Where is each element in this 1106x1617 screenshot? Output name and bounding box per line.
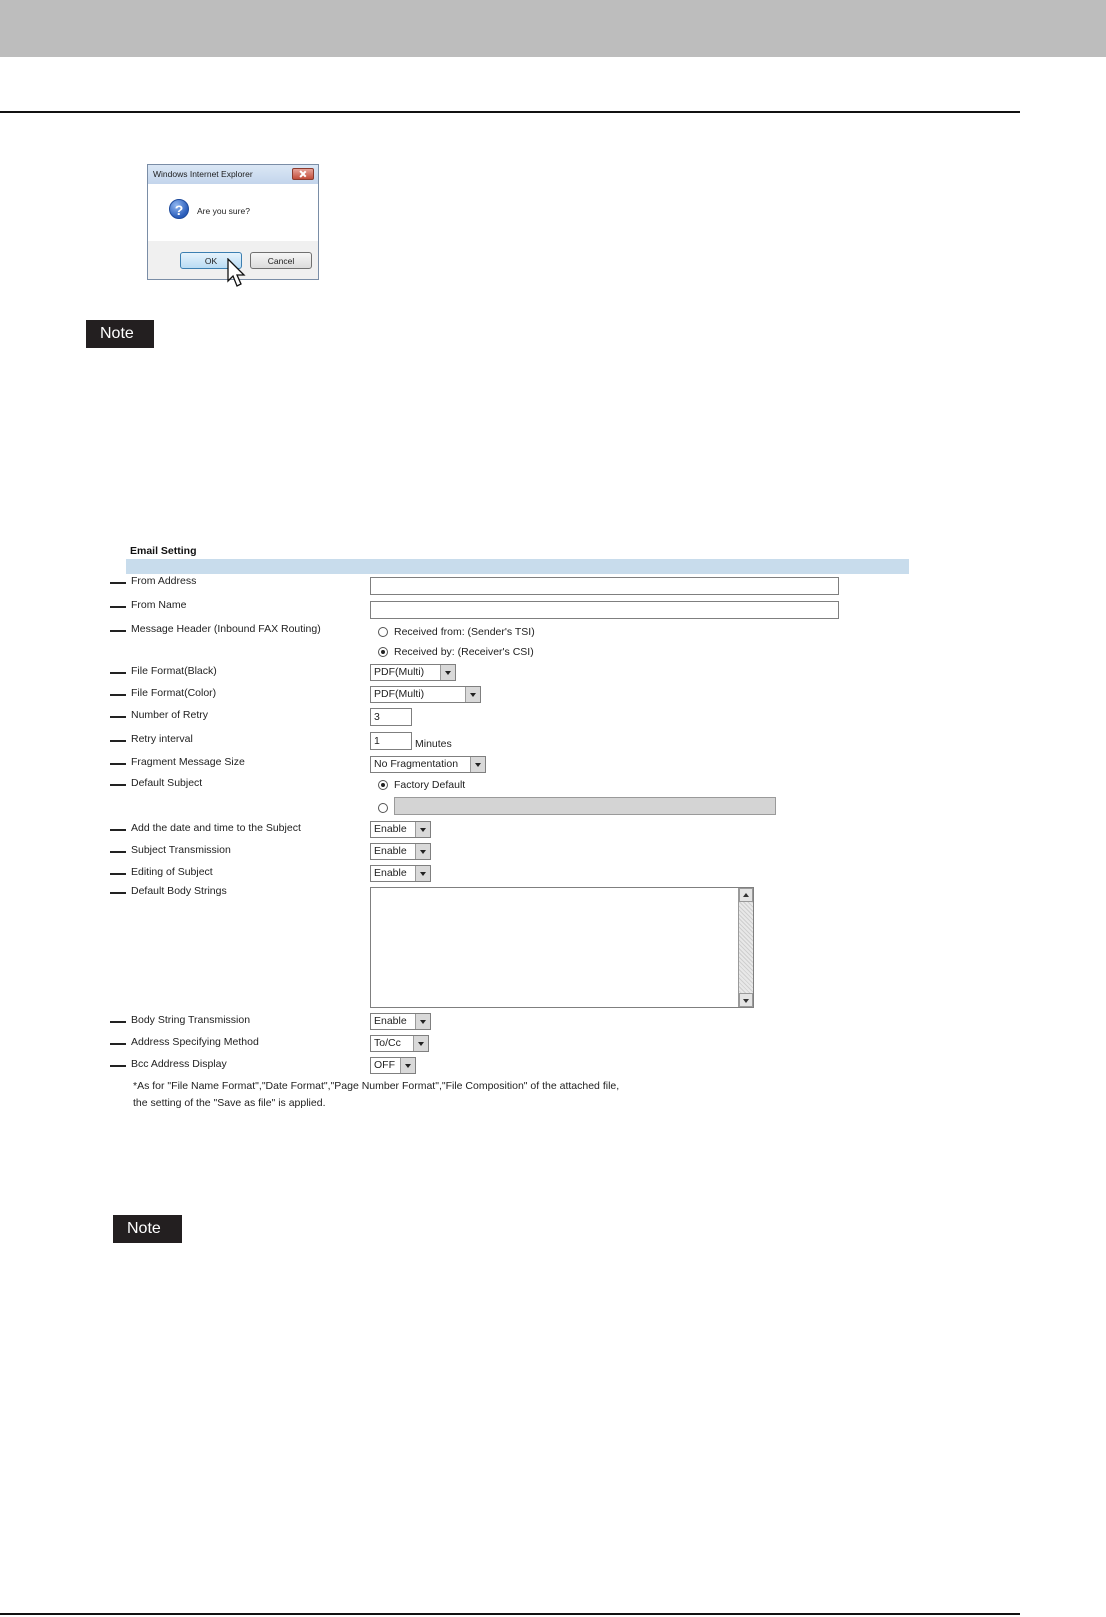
- body-string-transmission-label: Body String Transmission: [131, 1014, 251, 1026]
- retry-interval-label: Retry interval: [131, 733, 193, 745]
- cancel-button[interactable]: Cancel: [250, 252, 312, 269]
- callout-line: [110, 851, 126, 853]
- ok-button[interactable]: OK: [180, 252, 242, 269]
- callout-line: [110, 630, 126, 632]
- scroll-down-icon[interactable]: [739, 993, 753, 1007]
- add-date-time-label: Add the date and time to the Subject: [131, 822, 301, 834]
- header-rule: [0, 111, 1020, 113]
- dialog-title: Windows Internet Explorer: [153, 169, 253, 179]
- message-header-label: Message Header (Inbound FAX Routing): [131, 623, 321, 635]
- custom-subject-radio[interactable]: [378, 803, 388, 813]
- select-value: OFF: [374, 1059, 395, 1071]
- callout-line: [110, 763, 126, 765]
- footnote-line: the setting of the "Save as file" is applied.: [133, 1097, 326, 1109]
- chevron-down-icon[interactable]: [415, 822, 430, 837]
- callout-line: [110, 873, 126, 875]
- address-specifying-method-label: Address Specifying Method: [131, 1036, 259, 1048]
- note-badge: Note: [113, 1215, 182, 1243]
- callout-line: [110, 892, 126, 894]
- retry-interval-unit: Minutes: [415, 738, 452, 750]
- subject-transmission-select[interactable]: [370, 843, 431, 860]
- callout-line: [110, 716, 126, 718]
- chevron-down-icon[interactable]: [415, 1014, 430, 1029]
- select-value: To/Cc: [374, 1037, 401, 1049]
- chevron-down-icon[interactable]: [465, 687, 480, 702]
- retry-interval-field[interactable]: 1: [370, 732, 412, 750]
- dialog-titlebar: [148, 165, 318, 184]
- fragment-message-size-label: Fragment Message Size: [131, 756, 245, 768]
- chevron-down-icon[interactable]: [440, 665, 455, 680]
- from-address-field[interactable]: [370, 577, 839, 595]
- number-of-retry-label: Number of Retry: [131, 709, 209, 721]
- header-band: [0, 0, 1106, 57]
- footer-rule: [0, 1613, 1020, 1615]
- received-from-label: Received from: (Sender's TSI): [394, 626, 535, 638]
- file-format-color-select[interactable]: [370, 686, 481, 703]
- footnote-line: *As for "File Name Format","Date Format","Page Number Format","File Composition" of the attached file,: [133, 1080, 620, 1092]
- fragment-message-size-select[interactable]: [370, 756, 486, 773]
- callout-line: [110, 672, 126, 674]
- callout-line: [110, 1065, 126, 1067]
- close-icon[interactable]: [292, 168, 314, 180]
- default-subject-label: Default Subject: [131, 777, 203, 789]
- chevron-down-icon[interactable]: [415, 844, 430, 859]
- chevron-down-icon[interactable]: [413, 1036, 428, 1051]
- note-badge: Note: [86, 320, 154, 348]
- select-value: Enable: [374, 1015, 407, 1027]
- number-of-retry-field[interactable]: 3: [370, 708, 412, 726]
- from-address-label: From Address: [131, 575, 197, 587]
- scroll-up-icon[interactable]: [739, 888, 753, 902]
- bcc-address-display-label: Bcc Address Display: [131, 1058, 227, 1070]
- received-by-radio[interactable]: [378, 647, 388, 657]
- select-value: Enable: [374, 823, 407, 835]
- chevron-down-icon[interactable]: [470, 757, 485, 772]
- callout-line: [110, 694, 126, 696]
- editing-of-subject-select[interactable]: [370, 865, 431, 882]
- received-from-radio[interactable]: [378, 627, 388, 637]
- subject-transmission-label: Subject Transmission: [131, 844, 231, 856]
- dialog-body: [148, 184, 318, 241]
- custom-subject-field[interactable]: [394, 797, 776, 815]
- file-format-black-label: File Format(Black): [131, 665, 217, 677]
- callout-line: [110, 1043, 126, 1045]
- callout-line: [110, 784, 126, 786]
- from-name-field[interactable]: [370, 601, 839, 619]
- callout-line: [110, 740, 126, 742]
- factory-default-label: Factory Default: [394, 779, 466, 791]
- callout-line: [110, 606, 126, 608]
- select-value: No Fragmentation: [374, 758, 459, 770]
- from-name-label: From Name: [131, 599, 187, 611]
- received-by-label: Received by: (Receiver's CSI): [394, 646, 534, 658]
- select-value: Enable: [374, 867, 407, 879]
- file-format-color-label: File Format(Color): [131, 687, 217, 699]
- chevron-down-icon[interactable]: [400, 1058, 415, 1073]
- chevron-down-icon[interactable]: [415, 866, 430, 881]
- select-value: PDF(Multi): [374, 666, 425, 678]
- scrollbar[interactable]: [738, 888, 753, 1007]
- callout-line: [110, 1021, 126, 1023]
- default-body-strings-label: Default Body Strings: [131, 885, 227, 897]
- section-title: Email Setting: [130, 545, 197, 557]
- section-header-band: [126, 559, 909, 574]
- body-string-transmission-select[interactable]: [370, 1013, 431, 1030]
- callout-line: [110, 829, 126, 831]
- factory-default-radio[interactable]: [378, 780, 388, 790]
- mouse-cursor-icon: [227, 258, 249, 288]
- editing-of-subject-label: Editing of Subject: [131, 866, 213, 878]
- file-format-black-select[interactable]: [370, 664, 456, 681]
- bcc-address-display-select[interactable]: [370, 1057, 416, 1074]
- question-icon: ?: [169, 199, 189, 219]
- callout-line: [110, 582, 126, 584]
- select-value: Enable: [374, 845, 407, 857]
- address-specifying-method-select[interactable]: [370, 1035, 429, 1052]
- dialog-message: Are you sure?: [197, 206, 250, 216]
- select-value: PDF(Multi): [374, 688, 425, 700]
- default-body-strings-textarea[interactable]: [370, 887, 754, 1008]
- add-date-time-select[interactable]: [370, 821, 431, 838]
